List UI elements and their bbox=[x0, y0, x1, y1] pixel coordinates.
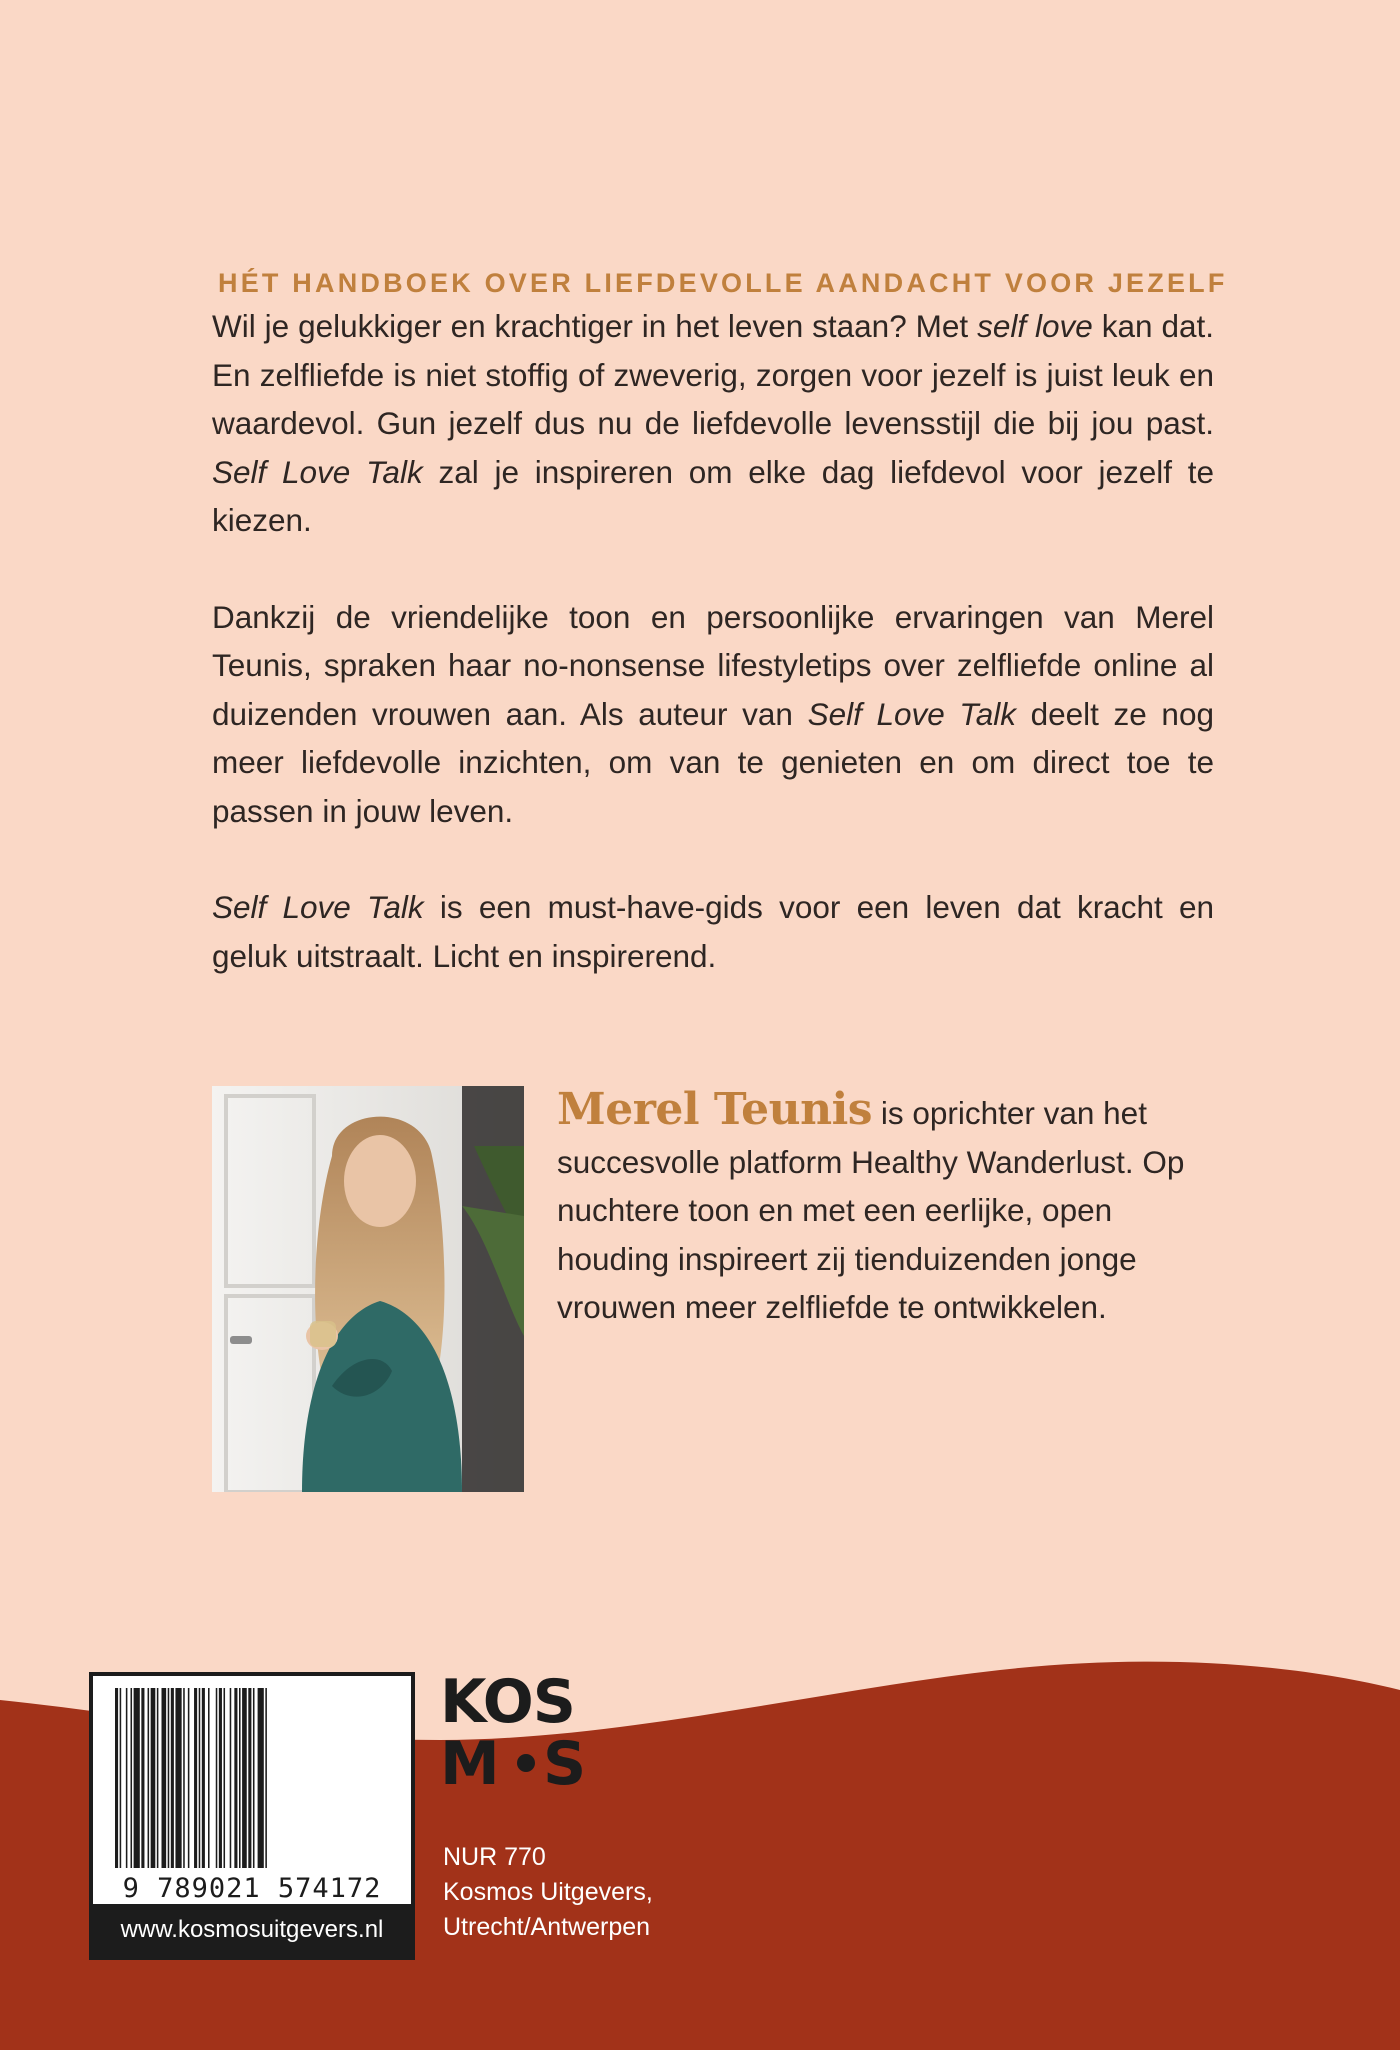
nur-code: NUR 770 bbox=[443, 1843, 546, 1871]
barcode-bar bbox=[168, 1688, 170, 1868]
bio-text: is oprichter van het succesvolle platform Healthy Wanderlust. Op nuchtere toon en met een eerlijke, open houding inspireert zij tienduizenden jonge vrouwen meer zelfliefde te ontwikkelen. bbox=[557, 1095, 1185, 1325]
italic-phrase: self love bbox=[977, 308, 1093, 344]
barcode-bar bbox=[194, 1688, 197, 1868]
barcode-bar bbox=[171, 1688, 174, 1868]
barcode-bar bbox=[183, 1688, 185, 1868]
italic-title: Self Love Talk bbox=[212, 889, 424, 925]
text-span: Dankzij de vriendelijke toon en persoonlijke ervaringen van Merel Teunis, spraken haar no-nonsense lifestyletips over zelfliefde online al duizenden vrouwen aan. Als auteur van bbox=[212, 598, 1214, 732]
barcode-bar bbox=[248, 1688, 251, 1868]
blurb-paragraph-2 bbox=[212, 593, 1214, 836]
barcode-bar bbox=[234, 1688, 237, 1868]
logo-letter-s: S bbox=[543, 1729, 587, 1788]
isbn-barcode bbox=[89, 1672, 415, 1960]
italic-title: Self Love Talk bbox=[807, 695, 1017, 732]
logo-letter-m: M bbox=[440, 1729, 500, 1788]
author-photo bbox=[212, 1086, 524, 1492]
barcode-bar bbox=[134, 1688, 140, 1868]
barcode-bar bbox=[216, 1688, 218, 1868]
barcode-bar bbox=[157, 1688, 159, 1868]
blurb-paragraph-1 bbox=[212, 302, 1214, 545]
author-bio bbox=[557, 1086, 1217, 1332]
barcode-bar bbox=[175, 1688, 181, 1868]
kosmos-logo bbox=[440, 1668, 600, 1788]
barcode-bar bbox=[148, 1688, 150, 1868]
italic-title: Self Love Talk bbox=[212, 453, 423, 490]
publisher-location: Utrecht/Antwerpen bbox=[443, 1913, 651, 1941]
author-section bbox=[212, 1086, 1214, 1492]
barcode-bar bbox=[126, 1688, 128, 1868]
barcode-bar bbox=[151, 1688, 156, 1868]
barcode-bar bbox=[141, 1688, 144, 1868]
barcode-bar bbox=[162, 1688, 167, 1868]
barcode-bar bbox=[219, 1688, 222, 1868]
tagline-heading: HÉT HANDBOEK OVER LIEFDEVOLLE AANDACHT VOOR JEZELF bbox=[218, 268, 1228, 298]
text-span: kan dat. En zelfliefde is niet stoffig of zweverig, zorgen voor jezelf is juist leuk en waardevol. Gun jezelf dus nu de liefdevolle levensstijl die bij jou past. bbox=[212, 308, 1214, 441]
barcode-bar bbox=[258, 1688, 264, 1868]
barcode-digits: 9 789021 574172 bbox=[122, 1873, 382, 1904]
author-name: Merel Teunis bbox=[557, 1084, 873, 1135]
publisher-url: www.kosmosuitgevers.nl bbox=[93, 1904, 411, 1956]
barcode-bar bbox=[208, 1688, 210, 1868]
text-span: is een must-have-gids voor een leven dat kracht en geluk uitstraalt. Licht en inspirerend. bbox=[212, 889, 1214, 974]
barcode-bar bbox=[230, 1688, 232, 1868]
barcode-bar bbox=[265, 1688, 267, 1868]
barcode-bar bbox=[239, 1688, 241, 1868]
barcode-bar bbox=[253, 1688, 255, 1868]
logo-line-1: KOS bbox=[440, 1668, 576, 1737]
text-span: Wil je gelukkiger en krachtiger in het leven staan? Met bbox=[212, 308, 978, 344]
barcode-bars bbox=[93, 1676, 411, 1904]
logo-dot bbox=[517, 1754, 535, 1772]
publisher-info bbox=[443, 1840, 653, 1945]
barcode-bar bbox=[188, 1688, 190, 1868]
barcode-bar bbox=[242, 1688, 247, 1868]
barcode-bar bbox=[131, 1688, 133, 1868]
barcode-bar bbox=[202, 1688, 205, 1868]
text-span: deelt ze nog meer liefdevolle inzichten, om van te genieten en om direct toe te passen in jouw leven. bbox=[212, 695, 1214, 829]
barcode-bar bbox=[115, 1688, 118, 1868]
barcode-bar bbox=[224, 1688, 226, 1868]
text-span: zal je inspireren om elke dag liefdevol voor jezelf te kiezen. bbox=[212, 453, 1214, 538]
barcode-bar bbox=[199, 1688, 201, 1868]
barcode-bar bbox=[120, 1688, 122, 1868]
publisher-name: Kosmos Uitgevers, bbox=[443, 1878, 653, 1906]
blurb-paragraph-3 bbox=[212, 883, 1214, 980]
blurb bbox=[212, 264, 1228, 980]
